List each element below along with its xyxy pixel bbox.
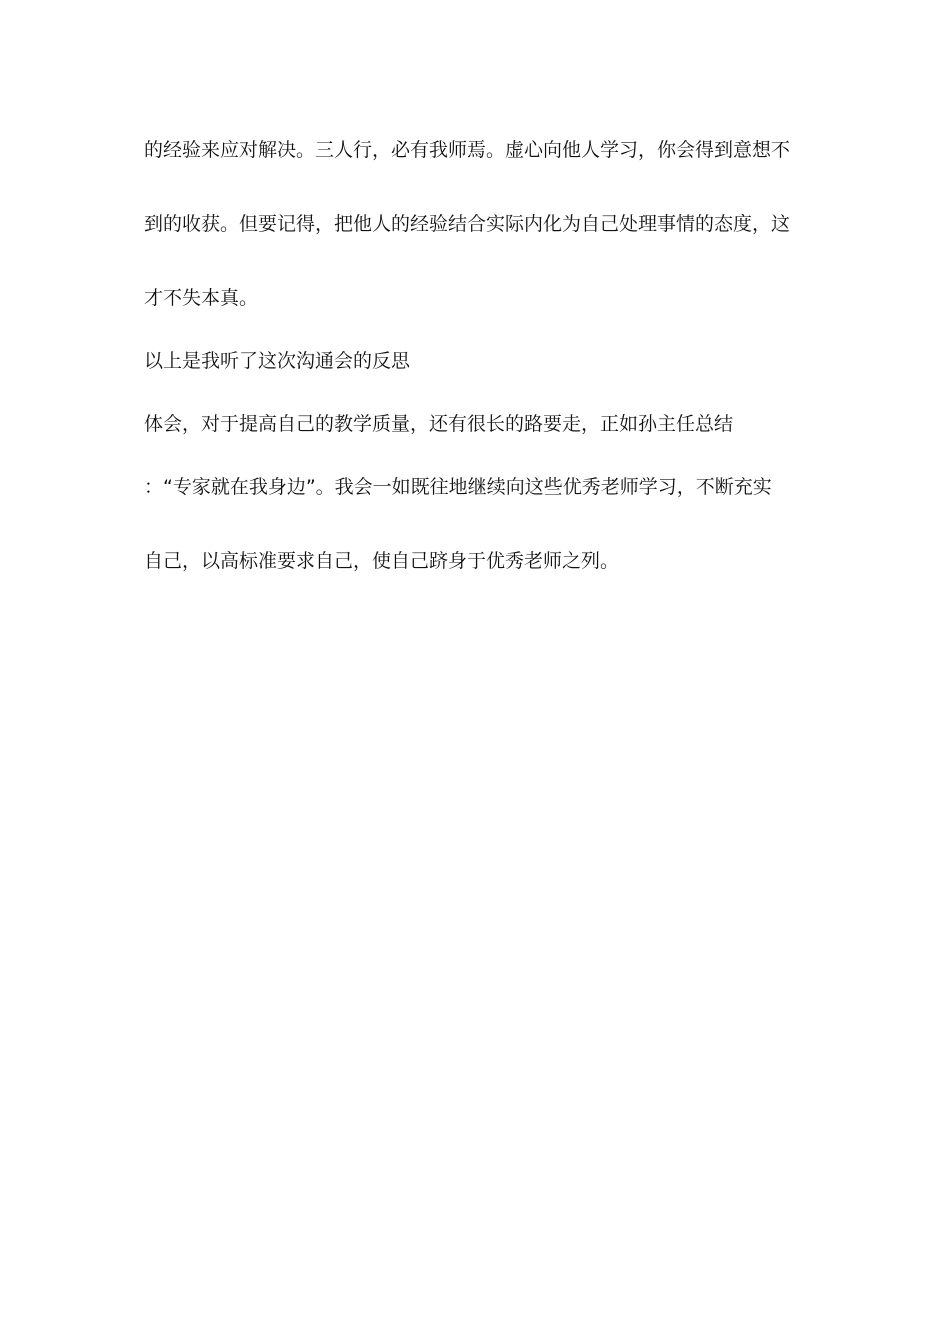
text-line-1: 的经验来应对解决。三人行，必有我师焉。虚心向他人学习，你会得到意想不 bbox=[144, 139, 791, 161]
text-line-7: 自己，以高标准要求自己，使自己跻身于优秀老师之列。 bbox=[144, 550, 620, 572]
text-line-5: 体会，对于提高自己的教学质量，还有很长的路要走，正如孙主任总结 bbox=[144, 413, 734, 435]
text-line-2: 到的收获。但要记得，把他人的经验结合实际内化为自己处理事情的态度，这 bbox=[144, 213, 791, 235]
text-line-6: ：“专家就在我身边”。我会一如既往地继续向这些优秀老师学习，不断充实 bbox=[144, 476, 772, 498]
text-line-3: 才不失本真。 bbox=[144, 287, 259, 309]
text-line-4: 以上是我听了这次沟通会的反思 bbox=[144, 350, 411, 372]
